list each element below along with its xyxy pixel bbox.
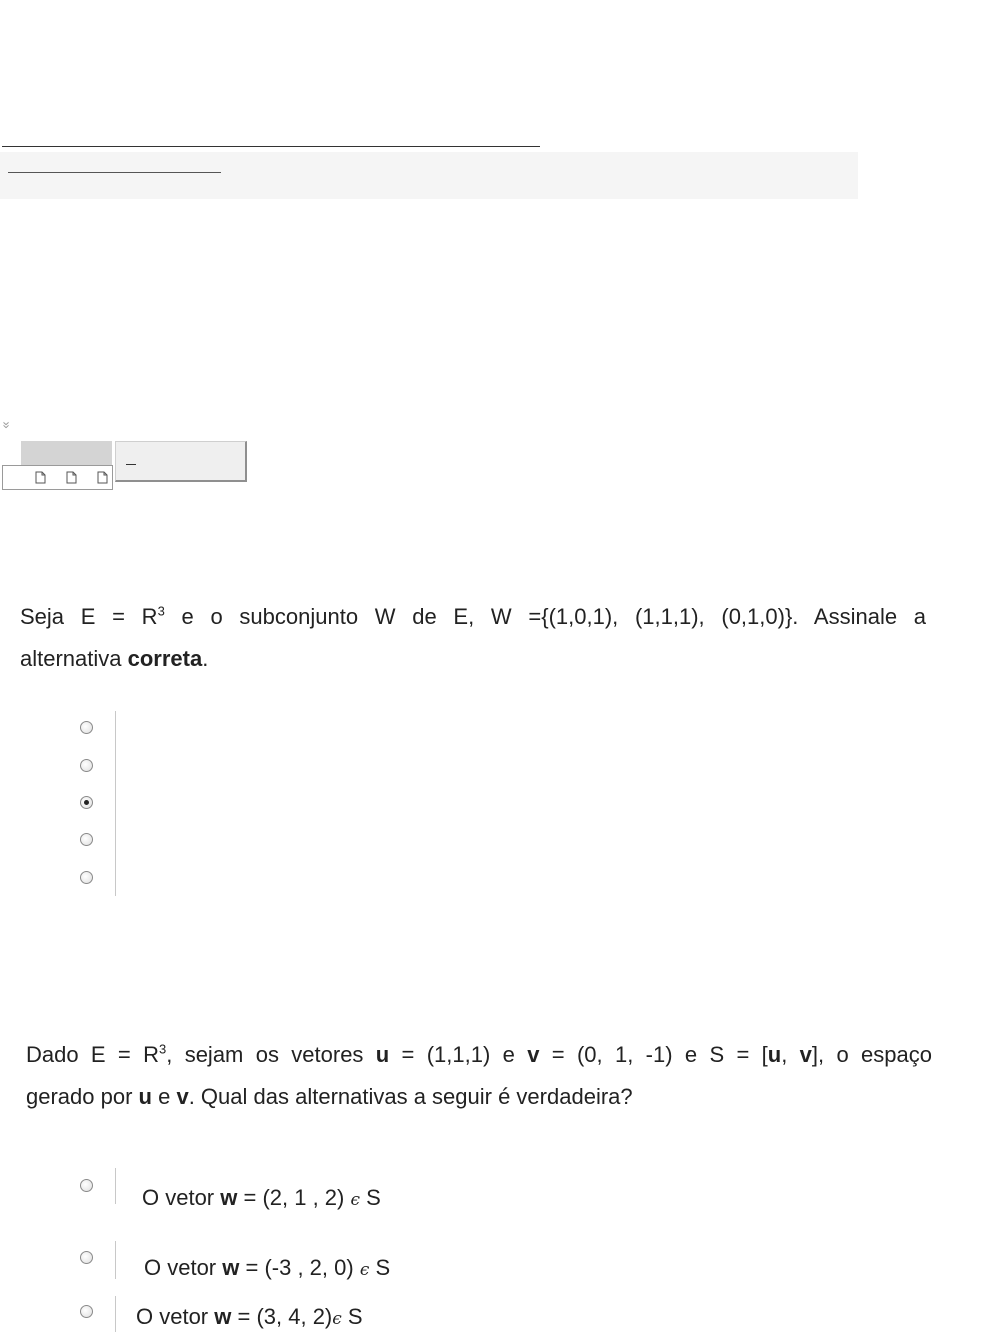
option-divider [115, 1241, 116, 1279]
q1-option-3-radio[interactable] [80, 796, 93, 809]
toolbar-tab[interactable] [21, 441, 112, 465]
q1-option-5-radio[interactable] [80, 871, 93, 884]
divider-line [2, 146, 540, 147]
q2-option-1-label: O vetor w = (2, 1 , 2) ϵ S [142, 1185, 381, 1210]
document-icon[interactable] [97, 471, 108, 484]
question-1-text [20, 596, 926, 680]
document-icon[interactable] [35, 471, 46, 484]
question-2-text [26, 1034, 932, 1118]
double-chevron-down-icon[interactable]: » [0, 421, 15, 429]
info-bar-link[interactable] [8, 172, 221, 173]
option-divider [115, 1296, 116, 1332]
q1-option-4-radio[interactable] [80, 833, 93, 846]
info-bar [0, 152, 858, 199]
q2-option-3-radio[interactable] [80, 1305, 93, 1318]
option-divider [115, 1168, 116, 1204]
question-1-line-1: Seja $E = R^3$ e o subconjunto W de E, W ={(1,0,1), (1,1,1), (0,1,0)}. Assinale a [20, 603, 927, 629]
question-2-line-2: gerado por u e v. Qual das alternativas a seguir é verdadeira? [26, 1084, 633, 1109]
q2-option-2-label: O vetor w = (-3 , 2, 0) ϵ S [144, 1255, 391, 1280]
options-divider [115, 711, 116, 896]
q1-option-1-radio[interactable] [80, 721, 93, 734]
q2-option-1-radio[interactable] [80, 1179, 93, 1192]
question-2-line-1: Dado $E = R^3$, sejam os vetores u = (1,1,1) e v = (0, 1, -1) e S = [u, v], o espaço [26, 1041, 932, 1067]
q1-option-2-radio[interactable] [80, 759, 93, 772]
toolbar-button[interactable] [115, 441, 247, 482]
question-1-line-2: alternativa correta. [20, 646, 209, 671]
q2-option-3-label: O vetor w = (3, 4, 2)ϵ S [136, 1304, 363, 1329]
document-icon[interactable] [66, 471, 77, 484]
toolbar-icons [2, 465, 113, 490]
q2-option-2-radio[interactable] [80, 1251, 93, 1264]
